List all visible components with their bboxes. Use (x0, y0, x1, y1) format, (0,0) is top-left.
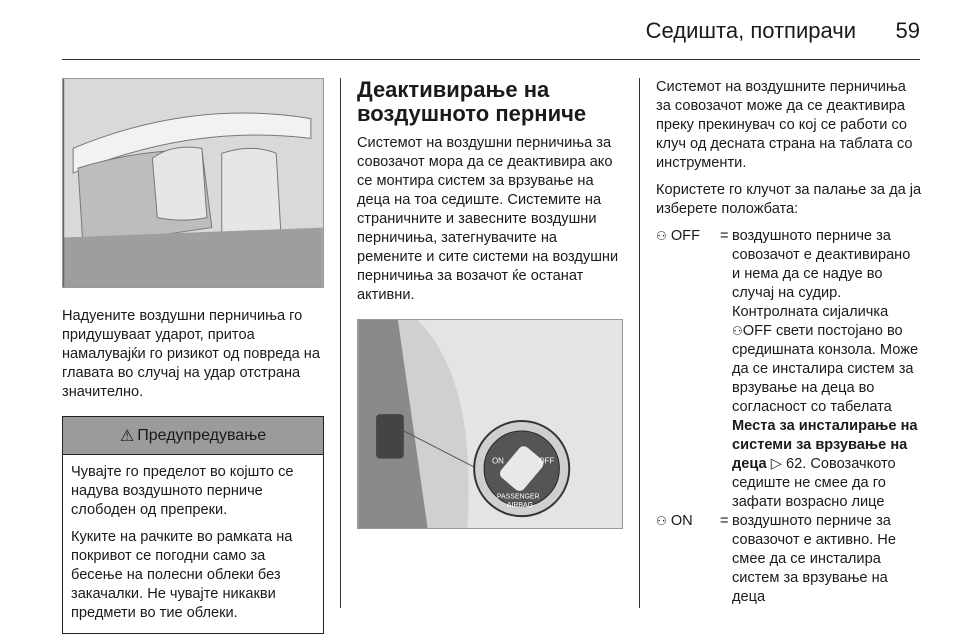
warning-box (62, 416, 324, 634)
position-description: воздушното перниче за совозачот е деактивирано и нема да се надуе во случај на судир. Контролната сијаличка ⚇OFF свети постојано во средишната конзола. Може да се инсталира систем за врзување на деца во согласност со табелата Места за инсталирање на системи за врзување на деца ▷ 62. Совозачкото седиште не смее да го зафати возрасно лице (732, 228, 919, 510)
svg-text:ON: ON (491, 456, 504, 466)
header-title: Седишта, потпирачи (645, 18, 856, 43)
warning-body (63, 455, 323, 633)
switch-positions (656, 227, 922, 607)
position-description: воздушното перниче за совазочот е активно. Не смее да се инсталира систем за врзување на деца (732, 513, 896, 605)
position-off (656, 227, 922, 512)
position-term: OFF (670, 228, 701, 244)
airbag-off-icon: ⚇ (656, 229, 667, 243)
airbag-caption: Надуените воздушни перничиња го придушуваат ударот, притоа намалувајќи го ризикот од повреда на главата во случај на удар отстрана значително. (62, 308, 320, 400)
page-header (0, 0, 960, 62)
airbag-on-icon: ⚇ (656, 514, 667, 528)
position-on (656, 512, 922, 607)
warning-paragraph: Чувајте го пределот во којшто се надува воздушното перниче слободен од препреки. (71, 464, 294, 518)
warning-paragraph: Куките на рачките во рамката на покривот се погодни само за бесење на полесни облеки без закачалки. Не чувајте никакви предмети во тие облеки. (71, 529, 293, 621)
car-interior-airbag-illustration (62, 78, 324, 288)
airbag-off-icon: ⚇ (732, 324, 743, 338)
section-heading: Деактивирање на воздушното перниче (357, 77, 587, 126)
column-3 (656, 78, 922, 607)
warning-header (63, 417, 323, 455)
svg-text:PASSENGER: PASSENGER (496, 493, 540, 501)
warning-triangle-icon: ⚠ (119, 427, 135, 445)
column-divider-2 (639, 78, 640, 608)
position-term: ON (670, 513, 693, 529)
ignition-key-paragraph: Користете го клучот за палање за да ја изберете положбата: (656, 182, 922, 217)
page-number: 59 (895, 18, 920, 43)
cross-reference-link[interactable]: Места за инсталирање на системи за врзување на деца (732, 418, 918, 472)
header-rule (62, 59, 920, 60)
switch-paragraph: Системот на воздушните перничиња за совозачот може да се деактивира преку прекинувач со кој се работи со клуч од десната страна на таблата со инструменти. (656, 79, 913, 171)
equals-sign: = (720, 228, 729, 244)
svg-text:OFF: OFF (538, 456, 555, 466)
svg-text:AIRBAG: AIRBAG (506, 502, 534, 510)
column-1 (62, 78, 324, 634)
equals-sign: = (720, 513, 729, 529)
column-divider-1 (340, 78, 341, 608)
deactivation-paragraph: Системот на воздушни перничиња за совозачот мора да се деактивира ако се монтира систем за врзување на деца на тоа седиште. Системите на страничните и завесните воздушни перничиња, затегнувачите на ремените и сите системи на воздушни перничиња за возачот ќе останат активни. (357, 135, 619, 303)
airbag-key-switch-illustration (357, 319, 623, 529)
column-2 (357, 78, 623, 529)
page-reference-icon: ▷ (770, 456, 782, 472)
warning-title: Предупредување (137, 426, 267, 444)
